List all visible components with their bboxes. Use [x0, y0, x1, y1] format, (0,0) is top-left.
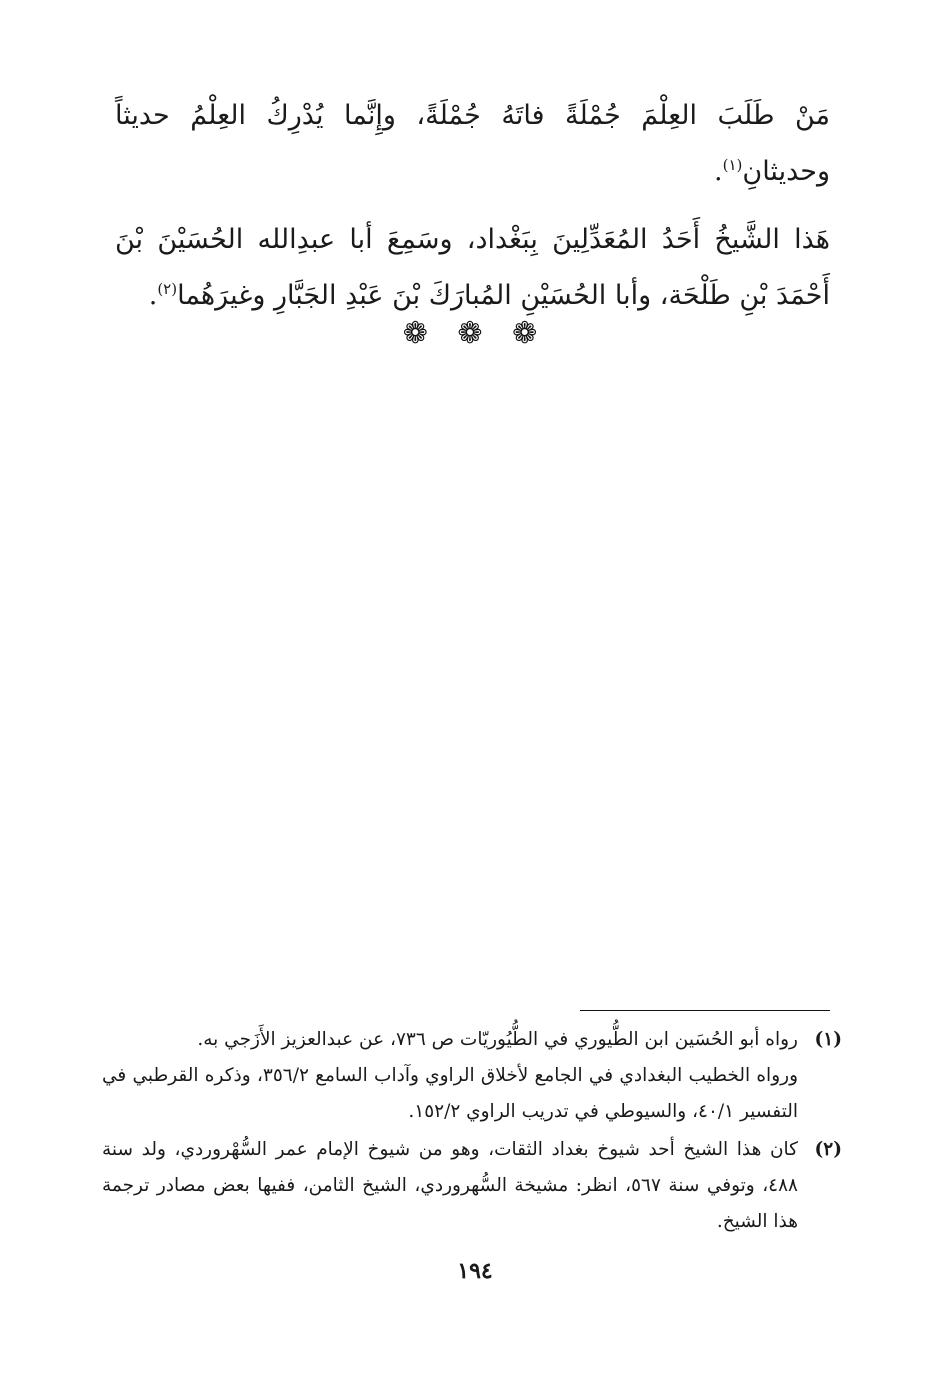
- paragraph-1: [115, 88, 830, 200]
- footnote-1-line-1: رواه أبو الحُسَين ابن الطُّيوري في الطُّيُوريّات ص ٧٣٦، عن عبدالعزيز الأَزَجي به.: [197, 1029, 798, 1050]
- main-text: [115, 88, 830, 336]
- paragraph-2: [115, 212, 830, 324]
- paragraph-2-end: .: [148, 280, 158, 311]
- footnote-1-line-2: ورواه الخطيب البغدادي في الجامع لأخلاق الراوي وآداب السامع ٣٥٦/٢، وذكره القرطبي في التفسير ٤٠/١، والسيوطي في تدريب الراوي ١٥٢/٢.: [102, 1065, 799, 1122]
- footnote-2-body: [102, 1132, 798, 1240]
- footnote-2: [102, 1132, 842, 1240]
- footnote-1-body: [102, 1022, 798, 1130]
- footnote-2-number: (٢): [814, 1139, 842, 1160]
- footnotes: [102, 1022, 842, 1242]
- paragraph-1-end: .: [714, 156, 723, 187]
- paragraph-1-text: مَنْ طَلَبَ العِلْمَ جُمْلَةً فاتَهُ جُمْلَةً، وإِنَّما يُدْرِكُ العِلْمُ حديثاً وحديثانِ: [115, 100, 830, 187]
- section-ornament-icon: ❁ ❁ ❁: [402, 316, 548, 351]
- paragraph-2-text: هَذا الشَّيخُ أَحَدُ المُعَدِّلِينَ بِبَغْداد، وسَمِعَ أبا عبدِالله الحُسَيْنَ بْنَ أَحْمَدَ بْنِ طَلْحَة، وأبا الحُسَيْنِ المُبارَكَ بْنَ عَبْدِ الجَبَّارِ وغيرَهُما: [115, 224, 830, 311]
- footnote-divider: [580, 1010, 830, 1011]
- footnote-1: [102, 1022, 842, 1130]
- footnote-marker-1[interactable]: (١): [722, 156, 743, 174]
- footnote-marker-2[interactable]: (٢): [157, 280, 178, 298]
- page-number: ١٩٤: [457, 1258, 493, 1284]
- footnote-2-line-1: كان هذا الشيخ أحد شيوخ بغداد الثقات، وهو من شيوخ الإمام عمر السُّهْروردي، ولد سنة ٤٨٨، وتوفي سنة ٥٦٧، انظر: مشيخة السُّهروردي، الشيخ الثامن، ففيها بعض مصادر ترجمة هذا الشيخ.: [102, 1139, 798, 1232]
- footnote-1-number: (١): [814, 1029, 842, 1050]
